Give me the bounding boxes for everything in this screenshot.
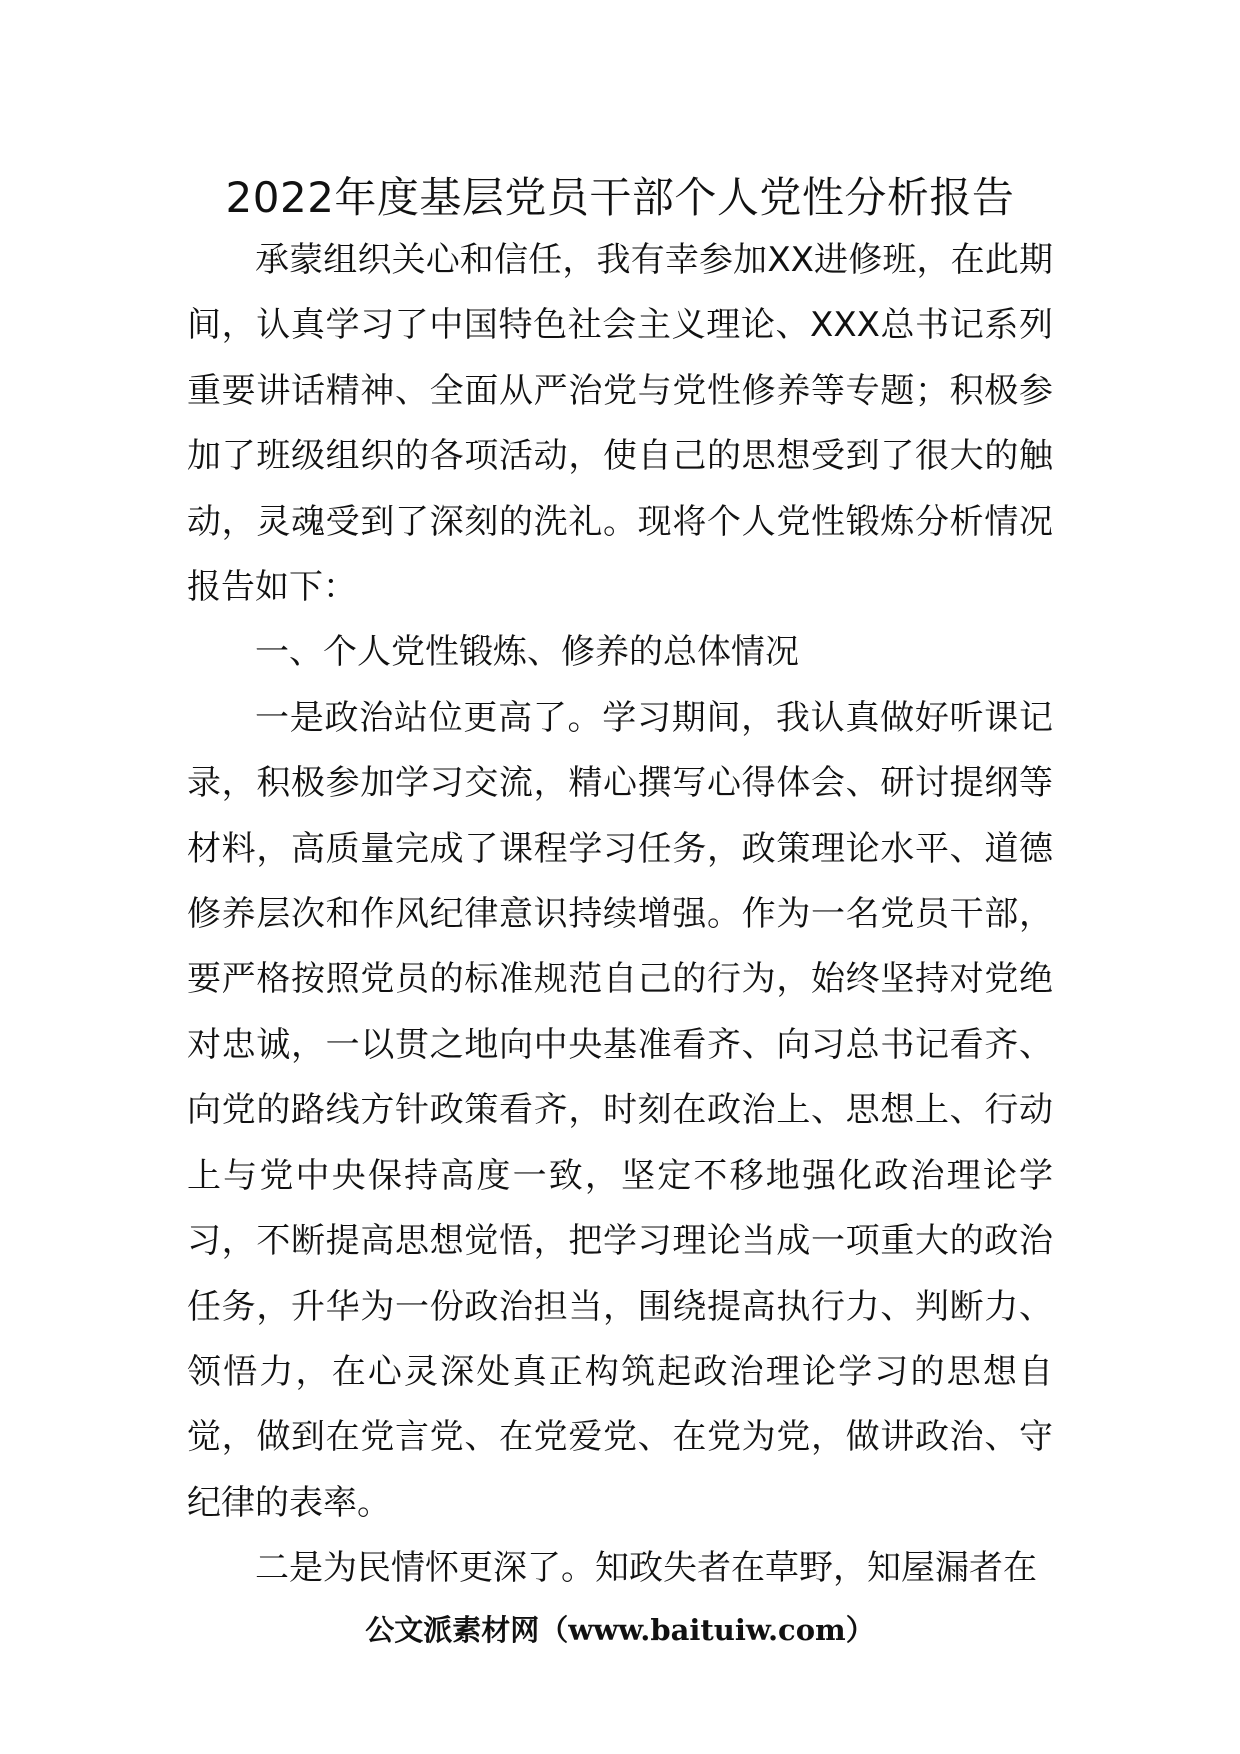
body-paragraph: 二是为民情怀更深了。知政失者在草野，知屋漏者在	[255, 1548, 1037, 1589]
document-body	[187, 228, 1053, 1602]
document-title: 2022年度基层党员干部个人党性分析报告	[225, 173, 1015, 222]
intro-paragraph: 承蒙组织关心和信任，我有幸参加XX进修班，在此期间，认真学习了中国特色社会主义理论、XXX总书记系列重要讲话精神、全面从严治党与党性修养等专题；积极参加了班级组织的各项活动，使自己的思想受到了很大的触动，灵魂受到了深刻的洗礼。现将个人党性锻炼分析情况报告如下：	[187, 240, 1053, 608]
footer-watermark: 公文派素材网（www.baituiw.com）	[365, 1613, 875, 1647]
body-paragraph: 一是政治站位更高了。学习期间，我认真做好听课记录，积极参加学习交流，精心撰写心得体会、研讨提纲等材料，高质量完成了课程学习任务，政策理论水平、道德修养层次和作风纪律意识持续增强。作为一名党员干部，要严格按照党员的标准规范自己的行为，始终坚持对党绝对忠诚，一以贯之地向中央基准看齐、向习总书记看齐、向党的路线方针政策看齐，时刻在政治上、思想上、行动上与党中央保持高度一致，坚定不移地强化政治理论学习，不断提高思想觉悟，把学习理论当成一项重大的政治任务，升华为一份政治担当，围绕提高执行力、判断力、领悟力，在心灵深处真正构筑起政治理论学习的思想自觉，做到在党言党、在党爱党、在党为党，做讲政治、守纪律的表率。	[187, 697, 1053, 1523]
section-heading: 一、个人党性锻炼、修养的总体情况	[255, 632, 799, 673]
